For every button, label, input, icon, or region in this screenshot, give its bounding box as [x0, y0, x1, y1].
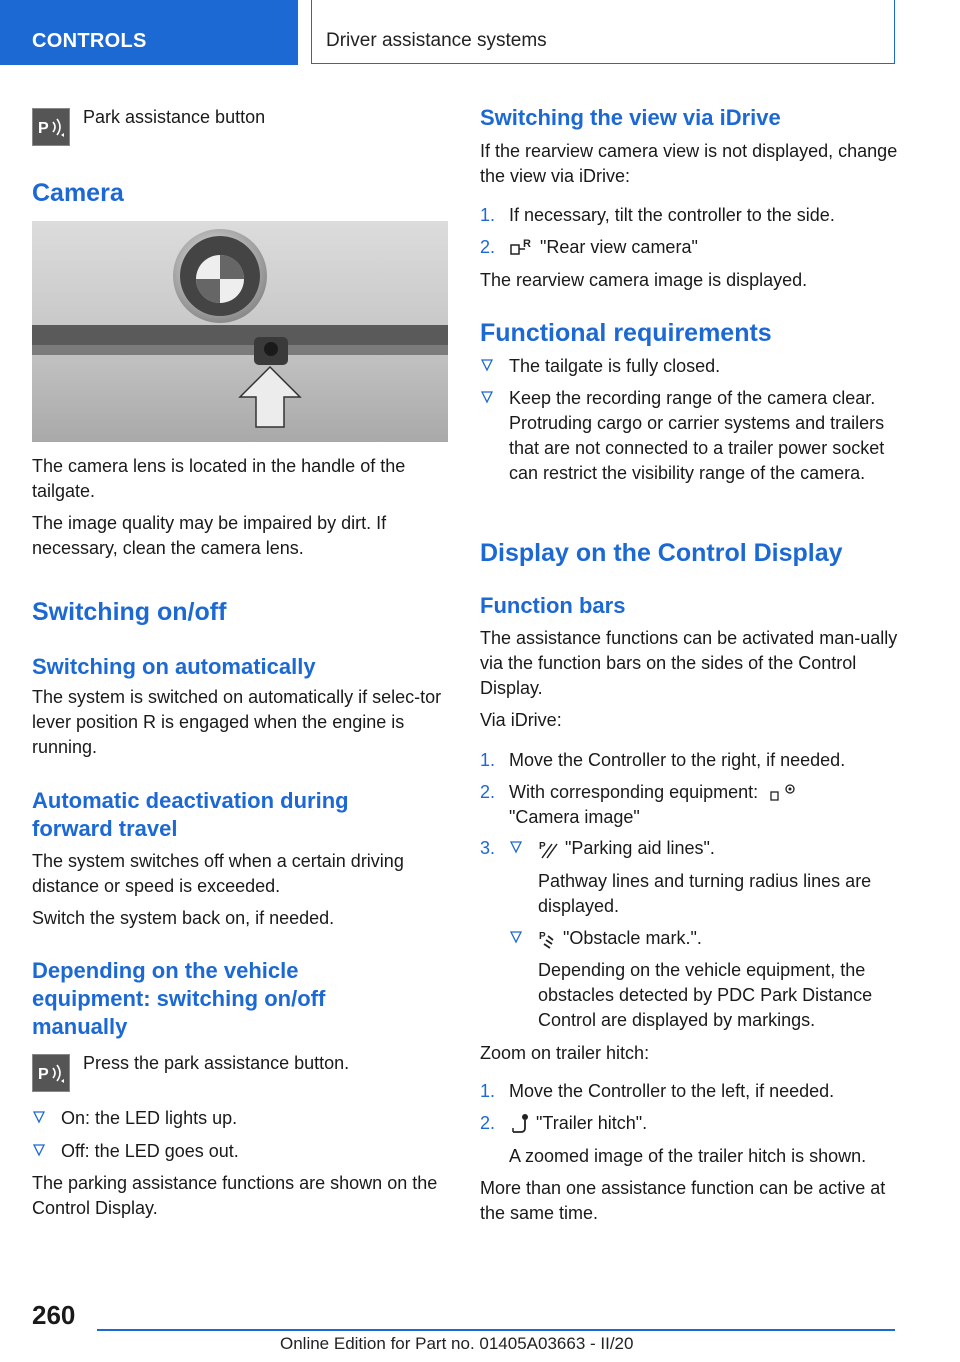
triangle-bullet-icon [480, 390, 494, 404]
section-tab [0, 0, 298, 65]
switch-heading: Switching on/off [32, 598, 227, 626]
function-bars-heading: Function bars [480, 593, 626, 618]
final-paragraph-right: More than one assistance function can be active at the same time. [480, 1178, 886, 1223]
page-number: 260 [32, 1300, 76, 1330]
view-heading: Switching the view via iDrive [480, 105, 781, 130]
auto-paragraph: The system is switched on automatically if selec-tor lever position R is engaged when the engine is running. [32, 687, 442, 757]
triangle-bullet-icon [509, 930, 523, 944]
deactivation-paragraph-2: Switch the system back on, if needed. [32, 908, 335, 928]
trailer-hitch-result: A zoomed image of the trailer hitch is shown. [509, 1146, 867, 1166]
view-result: The rearview camera image is displayed. [480, 270, 808, 290]
svg-text:P: P [38, 120, 49, 137]
parking-lines-description: Pathway lines and turning radius lines are displayed. [538, 871, 872, 916]
view-paragraph: If the rearview camera view is not displayed, change the view via iDrive: [480, 141, 898, 186]
obstacle-mark-description: Depending on the vehicle equipment, the obstacles detected by PDC Park Distance Control are displayed by markings. [538, 960, 873, 1030]
manual-heading-line-2: equipment: switching on/off [32, 986, 326, 1011]
footer-divider [97, 1329, 895, 1331]
manual-heading-line-3: manually [32, 1014, 128, 1039]
parking-lines-icon [538, 838, 560, 860]
final-paragraph: The parking assistance functions are shown on the Control Display. [32, 1173, 438, 1218]
camera-heading: Camera [32, 179, 124, 207]
deactivation-paragraph-1: The system switches off when a certain driving distance or speed is exceeded. [32, 851, 404, 896]
triangle-bullet-icon [509, 840, 523, 854]
functional-requirements-heading: Functional requirements [480, 319, 772, 347]
section-title: CONTROLS [32, 30, 147, 52]
deactivation-heading-line-2: forward travel [32, 816, 178, 841]
chapter-title: Driver assistance systems [326, 30, 547, 51]
camera-location-illustration [32, 221, 448, 442]
press-instruction: Press the park assistance button. [83, 1053, 350, 1073]
triangle-bullet-icon [32, 1110, 46, 1124]
chapter-tab [311, 0, 895, 64]
camera-paragraph-1: The camera lens is located in the handle of the tailgate. [32, 456, 406, 501]
park-button-caption: Park assistance button [83, 107, 266, 127]
camera-settings-icon [763, 782, 801, 804]
display-heading: Display on the Control Display [480, 539, 843, 567]
via-idrive-label: Via iDrive: [480, 710, 562, 730]
manual-heading-line-1: Depending on the vehicle [32, 958, 299, 983]
obstacle-mark-icon [538, 928, 558, 950]
svg-text:P: P [539, 931, 546, 943]
function-bars-paragraph: The assistance functions can be activated man-ually via the function bars on the sides of the Control Display. [480, 628, 898, 698]
deactivation-heading-line-1: Automatic deactivation during [32, 788, 349, 813]
rear-camera-icon [509, 237, 535, 259]
svg-text:P: P [38, 1066, 49, 1083]
svg-text:R: R [523, 238, 531, 251]
auto-heading: Switching on automatically [32, 654, 316, 679]
park-assist-icon [32, 108, 70, 146]
svg-text:P: P [539, 841, 546, 853]
triangle-bullet-icon [480, 358, 494, 372]
camera-paragraph-2: The image quality may be impaired by dirt. If necessary, clean the camera lens. [32, 513, 387, 558]
triangle-bullet-icon [32, 1143, 46, 1157]
park-assist-icon [32, 1054, 70, 1092]
zoom-label: Zoom on trailer hitch: [480, 1043, 650, 1063]
edition-info: Online Edition for Part no. 01405A03663 - II/20 [280, 1334, 634, 1353]
trailer-hitch-icon [509, 1113, 531, 1135]
